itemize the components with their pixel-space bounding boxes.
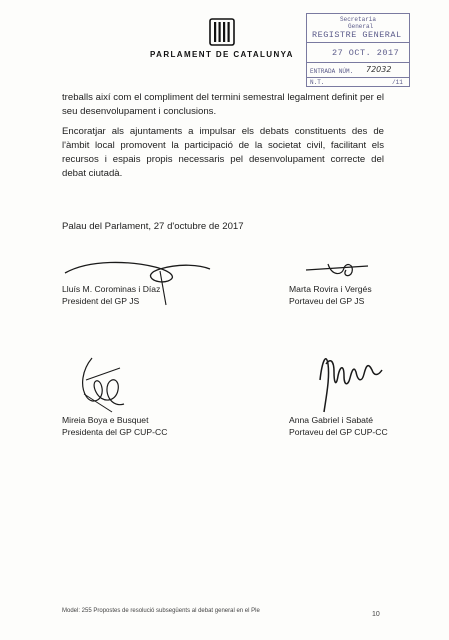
signatory-2 bbox=[289, 283, 372, 307]
stamp-nt-label: N.T. bbox=[310, 79, 325, 86]
signatory-3 bbox=[62, 414, 167, 438]
signatory-3-role: Presidenta del GP CUP-CC bbox=[62, 427, 168, 437]
signature-gabriel bbox=[312, 342, 392, 414]
signatory-4-role: Portaveu del GP CUP-CC bbox=[289, 427, 388, 437]
signatory-1-name: Lluís M. Corominas i Díaz bbox=[62, 284, 161, 294]
footer-model: Model: 255 Propostes de resolució subsegüents al debat general en el Ple bbox=[62, 608, 260, 614]
date-line: Palau del Parlament, 27 d'octubre de 2017 bbox=[62, 221, 244, 232]
signatory-4 bbox=[289, 414, 388, 438]
stamp-general: General bbox=[348, 23, 374, 30]
signature-rovira bbox=[298, 258, 378, 280]
paragraph-1: treballs així com el compliment del termini semestral legalment definit per el seu desenvolupament i conclusions. bbox=[62, 92, 384, 117]
signatory-3-name: Mireia Boya e Busquet bbox=[62, 415, 149, 425]
stamp-entry-label: ENTRADA NÚM. bbox=[310, 68, 354, 75]
institution-name: PARLAMENT DE CATALUNYA bbox=[150, 50, 294, 59]
signatory-2-name: Marta Rovira i Vergés bbox=[289, 284, 372, 294]
stamp-date: 27 OCT. 2017 bbox=[332, 48, 400, 58]
stamp-nt-suffix: /11 bbox=[392, 79, 403, 86]
signatory-1 bbox=[62, 283, 160, 307]
signatory-2-role: Portaveu del GP JS bbox=[289, 296, 365, 306]
page-number: 10 bbox=[372, 611, 380, 618]
paragraph-2: Encoratjar als ajuntaments a impulsar els debats constituents des de l'àmbit local promovent la participació de la societat civil, facilitant els recursos i espais propis necessaris pel desenvolupament correcte del debat ciutadà. bbox=[62, 126, 384, 179]
signatory-4-name: Anna Gabriel i Sabaté bbox=[289, 415, 374, 425]
signature-boya bbox=[72, 350, 142, 415]
stamp-entry-number: 72032 bbox=[366, 65, 392, 74]
signatory-1-role: President del GP JS bbox=[62, 296, 140, 306]
parliament-logo bbox=[209, 18, 235, 46]
stamp-registry: REGISTRE GENERAL bbox=[312, 30, 402, 40]
registry-stamp bbox=[306, 13, 410, 87]
stamp-secretaria: Secretaria bbox=[340, 16, 377, 23]
